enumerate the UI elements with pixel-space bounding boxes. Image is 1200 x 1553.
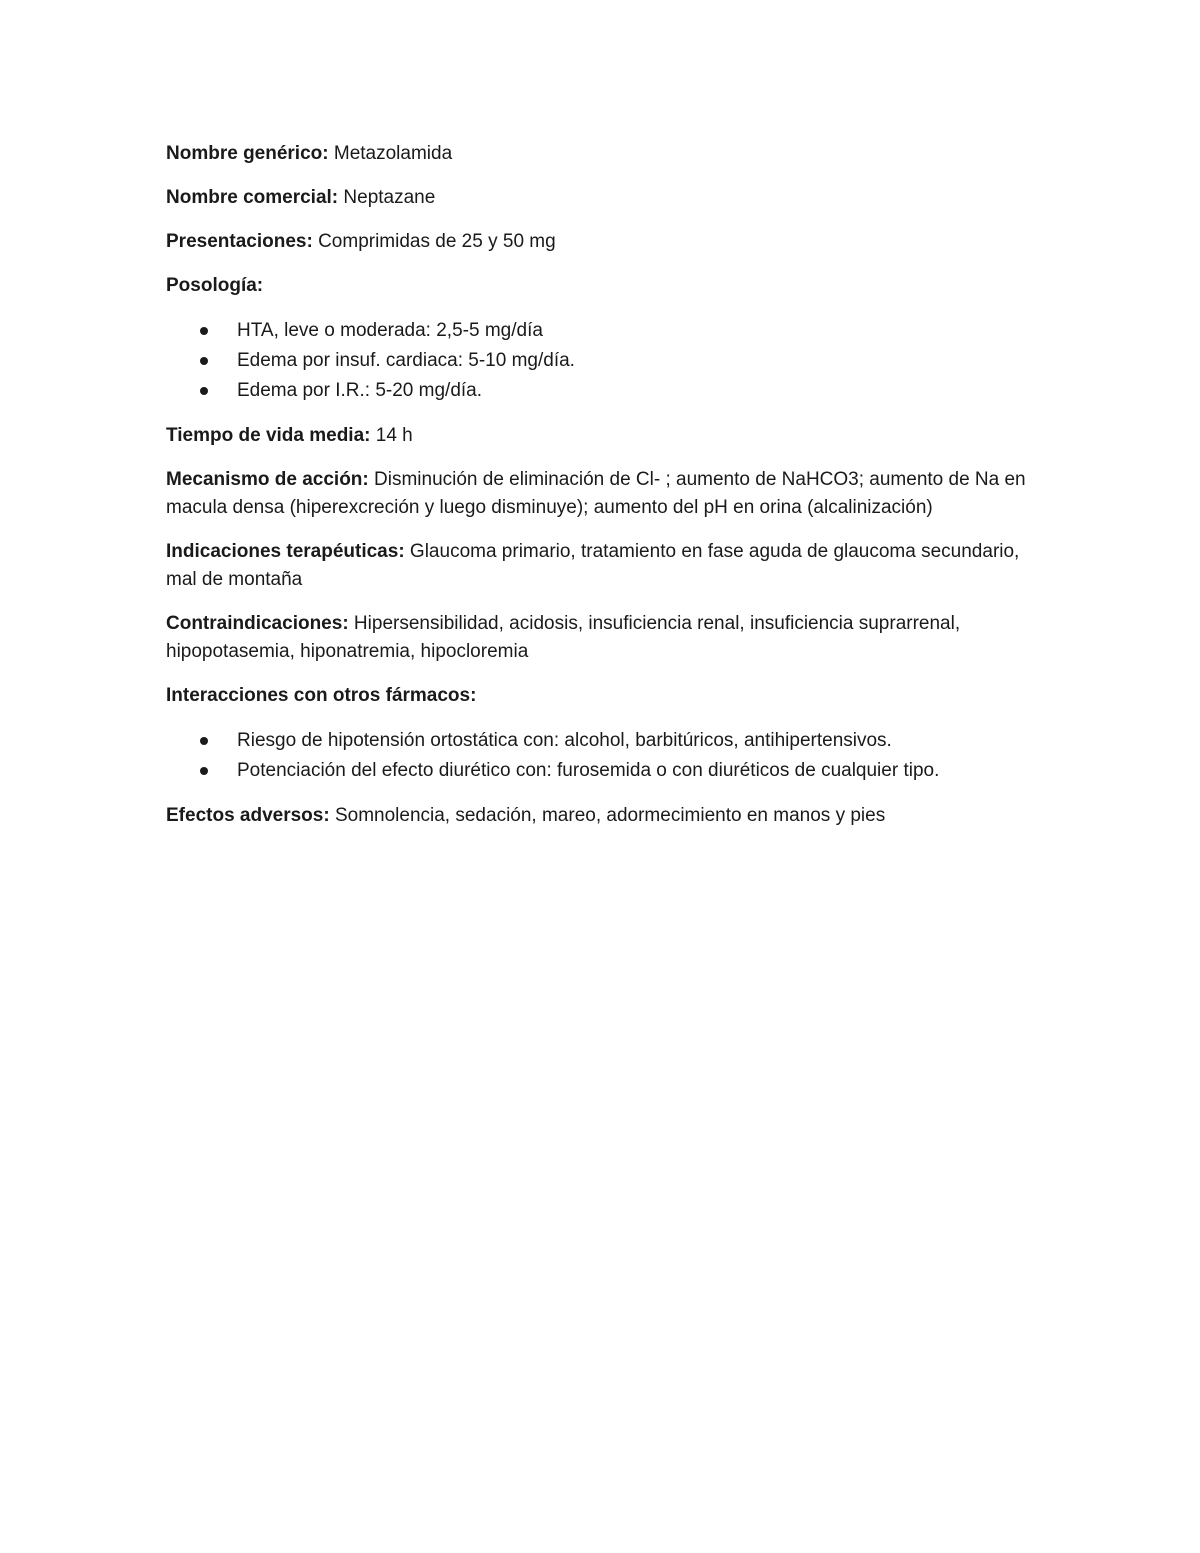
indications-label: Indicaciones terapéuticas: <box>166 541 405 562</box>
mechanism-value: Disminución de eliminación de Cl- ; aumento de NaHCO3; aumento de Na en macula densa (hiperexcreción y luego disminuye); aumento del pH en orina (alcalinización) <box>166 469 1026 518</box>
interactions-paragraph <box>166 682 1046 710</box>
commercial-name-paragraph <box>166 184 1046 212</box>
bullet-icon <box>200 357 208 365</box>
half-life-paragraph <box>166 422 1046 450</box>
mechanism-paragraph <box>166 466 1046 522</box>
interactions-label: Interacciones con otros fármacos: <box>166 685 477 706</box>
half-life-label: Tiempo de vida media: <box>166 425 371 446</box>
document-page <box>166 140 1046 846</box>
contraindications-value: Hipersensibilidad, acidosis, insuficiencia renal, insuficiencia suprarrenal, hipopotasemia, hiponatremia, hipocloremia <box>166 613 961 662</box>
posology-label: Posología: <box>166 275 264 296</box>
list-item <box>166 726 1046 756</box>
adverse-effects-value: Somnolencia, sedación, mareo, adormecimiento en manos y pies <box>329 805 886 826</box>
posology-list <box>166 316 1046 406</box>
mechanism-label: Mecanismo de acción: <box>166 469 369 490</box>
generic-name-paragraph <box>166 140 1046 168</box>
adverse-effects-paragraph <box>166 802 1046 830</box>
contraindications-paragraph <box>166 610 1046 666</box>
commercial-name-label: Nombre comercial: <box>166 187 339 208</box>
bullet-icon <box>200 767 208 775</box>
list-item-text: Edema por insuf. cardiaca: 5-10 mg/día. <box>237 350 575 371</box>
generic-name-value: Metazolamida <box>328 143 453 164</box>
presentations-paragraph <box>166 228 1046 256</box>
interactions-list <box>166 726 1046 786</box>
presentations-label: Presentaciones: <box>166 231 313 252</box>
indications-paragraph <box>166 538 1046 594</box>
generic-name-label: Nombre genérico: <box>166 143 329 164</box>
bullet-icon <box>200 737 208 745</box>
list-item-text: Edema por I.R.: 5-20 mg/día. <box>237 380 483 401</box>
bullet-icon <box>200 327 208 335</box>
half-life-value: 14 h <box>370 425 413 446</box>
list-item <box>166 316 1046 346</box>
contraindications-label: Contraindicaciones: <box>166 613 349 634</box>
list-item-text: Riesgo de hipotensión ortostática con: alcohol, barbitúricos, antihipertensivos. <box>237 730 892 751</box>
list-item-text: Potenciación del efecto diurético con: furosemida o con diuréticos de cualquier tipo. <box>237 760 940 781</box>
posology-paragraph <box>166 272 1046 300</box>
adverse-effects-label: Efectos adversos: <box>166 805 330 826</box>
commercial-name-value: Neptazane <box>338 187 436 208</box>
list-item-text: HTA, leve o moderada: 2,5-5 mg/día <box>237 320 543 341</box>
list-item <box>166 376 1046 406</box>
indications-value: Glaucoma primario, tratamiento en fase aguda de glaucoma secundario, mal de montaña <box>166 541 1020 590</box>
presentations-value: Comprimidas de 25 y 50 mg <box>312 231 556 252</box>
bullet-icon <box>200 387 208 395</box>
list-item <box>166 756 1046 786</box>
list-item <box>166 346 1046 376</box>
